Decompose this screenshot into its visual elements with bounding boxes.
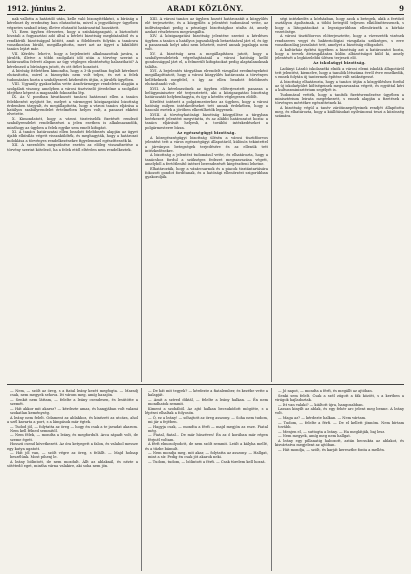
article-paragraph: A bizottság a jelentést tudomásul vette, és elhatározta, hogy a tanácshoz fordul a szükséges fedezet megszavazása végett, amelyből a fertőtlenítő intézet berendezését kiegészíteni lehetne. [145, 153, 268, 166]
lower-column-1 [7, 389, 138, 571]
column-divider [141, 16, 142, 382]
story-paragraph: — Nem, — szólt az öreg, s a fiatal leány kezét megfogta. — Maradj csak, nem megyek sehova. Itt várom meg, amíg hazajön. [10, 389, 138, 398]
column-divider [141, 388, 142, 571]
article-paragraph: X. Kimondatott, hogy a városi tisztviselők fizetését rendező szabályrendelet rendelkezései a jelen esetben is alkalmazandók, minthogy az ügyben a felek egyike sem emelt kifogást. [7, 117, 138, 130]
upper-column-2 [145, 17, 268, 383]
article-paragraph: ségi intézkedés a kórházban, hogy azok a betegek, akik a fertőző osztályon ápoltatnak, a többi betegtől teljesen elkülöníttessenek, s hogy a látogatásokat a legszigorúbban ellenőrizzék a kórház vezetősége. [275, 17, 404, 34]
upper-column-3 [275, 17, 404, 383]
article-paragraph: A kultúrház építési ügyében a bizottság azt a határozatot hozta, hogy a tervek átvizsgálására külön albizottságot küld ki, amely jelentését a legközelebbi ülésen terjeszti elő. [275, 47, 404, 61]
article-paragraph: VI. Ezen ügyben élvezetes, hogy a színházigazgató, a biztosított hivatali a fogyasztási adó által a bérleti bizottság megbízásából és a rendkívüli bizottsággal kötött, amit a fölebbezés folytán a tanácsra vonatkozóan bíráló, megállapította, mert azt az ügyet a kiküldött tanács lejárt már. [7, 30, 138, 52]
story-paragraph: A leány egy pillanatig habozott, aztán becsukta az ablakot, és kisvártatva megjelent az ajtóban. [275, 438, 404, 448]
story-paragraph: — Hát mondja, — szólt, és karját keresztbe fonta a mellén. [278, 447, 385, 452]
article-paragraph: nak vallotta a határidő után, kelle való bizonyítékként, a bíráság a kérelmet ily eredmény ban elutasította, mivel a jegyzőkönyv ügyében végzetes szabad irány, illetve elutasító határozattal hozzátett. [7, 17, 138, 30]
page-number: 9 [399, 4, 404, 13]
article-paragraph: Elhatározták, hogy a vásárcsarnok és a piacok tisztántartására fokozott gondot fordítanak, és a hatósági ellenőrzést szigorúbban gyakorolják. [145, 166, 268, 180]
story-paragraph: — Hát akkor mit akarsz? — kérdezte amaz, és hangjában volt valami szokatlan keménység. [10, 406, 138, 416]
story-paragraph: Senki sem felelt. Csak a szél zúgott a fák között, s a kertben a virágok hajladoztak. [275, 393, 404, 402]
story-paragraph: Hosszú csend következett. Az óra ketyegett a falon, és valahol messze egy kutya ugatott. [7, 442, 138, 451]
story-paragraph: Kiment a szobából. Az ajtó halkan becsukódott mögötte, s a lépései elhaltak a folyosón. [145, 406, 268, 416]
story-paragraph: — Nem félek, — mondta a leány, és megfordult. Arca sápadt volt, de szeme égett. [10, 433, 138, 442]
story-paragraph: — Tudod jól, — folytatta az öreg — hogy én csak a te javadat akarom. Nem kell félned semmitől. [10, 424, 138, 433]
story-paragraph: — Amit a szíved diktál, — felelte a leány halkan. — Én nem mondhatok semmit. [148, 397, 268, 407]
article-paragraph: Kérdést intézett a polgármesterhez az ügyben, hogy a városi hatóság milyen intézkedéseket tett annak érdekében, hogy a hasonló esetek a jövőben elkerülhetők legyenek. [145, 99, 268, 113]
article-paragraph: XVII. A kérelmezőnek az ügyben előterjesztett panasza a belügyminiszter elé terjesztetett, aki a közigazgatási bizottság határozatát helybenhagyta, és így a kérdés véglegesen eldőlt. [145, 86, 268, 100]
article-paragraph: XVIII. A törvényhatósági bizottság közgyűlése a tárgyban beérkezett jelentést megvitatta, és az alábbi határozatot hozta: a tanács eljárását helyesli, a további intézkedéseket a polgármesterre bízza. [145, 112, 268, 130]
article-paragraph: A bizottság elhatározta, hogy a tanács útján a közgyűléshez fordul az új iskolaépület költségeinek megszavazása végett, és egyúttal kéri a kultuszminisztérium segélyét is. [275, 79, 404, 93]
article-paragraph: XIII. A városi tanács az ügyben hozott határozatát a közgyűlés elé terjesztette, és a közgyűlés a jelentést tudomásul vette, az indítványokat pedig a pénzügyi bizottsághoz utalta át, amely azokat részletesen megvizsgálta. [145, 17, 268, 34]
story-paragraph: — Tudom, tudom, — bólintott a férfi. — Csak türelem kell hozzá. [148, 460, 266, 465]
section-heading: Az iskolaügyi bizottság. [313, 61, 366, 66]
story-paragraph: — Tudom, — felelte a férfi. — De el kellett jönnöm. Nem bírtam tovább. [278, 420, 404, 429]
lower-column-3 [275, 389, 404, 571]
newspaper-title: ARADI KÖZLÖNY. [167, 4, 244, 13]
story-paragraph: A leány nem felelt. Odament az ablakhoz, és kinézett az utcára, ahol a szél kavarta a port, s a lámpások már égtek. [7, 415, 138, 424]
article-paragraph: XI. A tanács határozatai ellen beadott felebbezés alapján az ügyet újabb elbírálás végett visszaküldték, és meghagyták, hogy a határozat indoklása a törvényes rendelkezésekre figyelemmel egészíttessék ki. [7, 130, 138, 143]
story-paragraph: — Itt van valaki? — kiáltott újra, hangosabban. [278, 402, 364, 407]
column-divider [271, 16, 272, 382]
article-paragraph: XV. A bizottság arra a megállapításra jutott, hogy a szabályrendeletek végrehajtásánál a városi hatóság kellő gondossággal járt el, a felmerült kifogásokat pedig alaptalanoknak találta. [145, 51, 268, 69]
story-paragraph: — Nem mondja meg, mit akar, — folytatta az asszony. — Hallgat, mint a sír. Pedig én csak jót akarok neki. [148, 451, 268, 460]
article-paragraph: XIV. A közigazgatási bizottság jelentése szerint a kérdéses ügyben a tanács a hatályos jogszabályok betartásával járt el, és így a panasznak helyt adni nem lehetett, mivel annak jogalapja nem volt. [145, 34, 268, 52]
article-paragraph: Tudomásul vették, hogy a tanítók fizetésrendezése ügyében a minisztérium leirata megérkezett, s ennek alapján a fizetések a törvényes mértékre egészíttetnek ki. [275, 92, 404, 106]
article-paragraph: A bíróság ítéletében kimondta, hogy a 3-ik pontban foglalt kérelmet elutasította, mivel a bizonyítás nem volt teljes, és ezt a felek tudomására hozta a szabályszerű kézbesítés útján, a járulék ügyében. [7, 69, 138, 82]
story-paragraph: — Menjen el, — suttogta a leány. — Ha meglátják, baj lesz. [278, 429, 386, 434]
column-divider [271, 388, 272, 571]
header-date: 1912. június 2. [7, 4, 66, 13]
story-paragraph: — Hagyja csak, — mondta a férfi — majd megjön az esze. Fiatal még. [148, 424, 268, 433]
page-header [7, 3, 404, 15]
article-paragraph: VII. Kérdés: lehet-e, hogy a bejelentett alkalmazottak javára, a járulék, illetve a többi szolgálati idő után a törvény szerint a határozatba felvett alapon az ügy végleges elintézéséig halasztható? A kérelmező a bíróságra jutott, és ott ítélet hozatott. [7, 51, 138, 69]
story-paragraph: — Maga az? — kérdezte halkan. — Nem vártam. [278, 416, 367, 421]
story-paragraph: — De hát mit tegyek? — kérdezte a fiatalember, és kezébe vette a kalapját. [148, 389, 268, 398]
article-paragraph: A közegészségügyi bizottság ülésén a városi tisztifőorvos jelentést tett a város egészségügyi állapotáról, különös tekintettel a járványos betegségek terjedésére és az ellenük tett intézkedésekre. [145, 136, 268, 153]
story-paragraph: — Senkit nem láttam, — felelte a leány csendesen, és lesütötte a szemét. [10, 397, 138, 407]
feuilleton-separator [7, 384, 404, 385]
article-paragraph: Ladányi László iskolaszéki elnök a városi elemi iskolák állapotáról tett jelentést, kiemelve, hogy a tanulók létszáma évről évre emelkedik, s ennek folytán új tantermek építése vált szükségessé. [275, 66, 404, 80]
article-paragraph: XVI. A bejelentés tárgyában elrendelt vizsgálat eredményeként megállapíttatott, hogy a városi közgyűlés határozata a törvényes kellékeknek megfelel, s így az ellen beadott felebbezés elutasítandó volt. [145, 69, 268, 86]
upper-column-1 [7, 17, 138, 383]
section-heading: Az egészségügyi bizottság. [177, 130, 236, 135]
story-paragraph: — Nem megyek, amíg meg nem hallgat. [278, 434, 351, 439]
article-paragraph: IX. Az V. pontban hivatkozott tanácsi határozat ellen a tanács felebbezést nyújtott be, melyet a vármegyei közigazgatási bizottság érdemben tárgyalt, és megállapította, hogy a városi tanács eljárása a hatályos szabályrendelet értelmében helyes volt, a panaszt ekként elvetette. [7, 95, 138, 117]
article-paragraph: A városi tisztifőorvos előterjesztette, hogy a vízvezeték vizének rendszeres vegyi és bakteriológiai vizsgálata szükséges, s erre vonatkozólag javaslatot tett, amelyet a bizottság elfogadott. [275, 34, 404, 47]
story-paragraph: A férfi elmosolyodott, de nem szólt semmit. Leült a kályha mellé, és a tűzbe bámult. [145, 442, 268, 451]
article-paragraph: VIII. Ugyanily gyakorlatba vette Aradvármegye rendeletei alapján a szolgálati viszony, amelyben a városi tisztviselő jövedelme a szolgálat idejéhez képest a magasabb fokozatba lép. [7, 82, 138, 95]
article-paragraph: A bizottság végül a tanév záróünnepélyeinek rendjét állapította meg, és elhatározta, hogy a kiállításokat nyilvánossá teszi a közönség számára. [275, 105, 404, 119]
story-paragraph: — Jó napot, — mondta a férfi, és megállt az ajtóban. [278, 389, 373, 393]
story-paragraph: — Ó, ez a leány! — sóhajtott az öreg asszony. — Soha nem tudom, mi jár a fejében. [148, 415, 268, 424]
story-paragraph: — Hát jól van, — szólt végre az öreg, s felállt. — Majd holnap beszélünk. Most pihenj le. [10, 451, 138, 460]
article-paragraph: XII. A szerződés megszűnése esetén az előleg visszafizetése a törvény szerint kötelező, ha a felek ettől eltérően nem rendelkeztek. [7, 143, 138, 152]
story-paragraph: — Fiatal, fiatal... De már húszéves! Én az ő korában már régen férjnél voltam. [148, 433, 268, 442]
story-paragraph: A leány bólintott, de nem mozdult. Állt az ablaknál, és nézte a sötétedő eget, mintha várna valakire, aki soha nem jön. [7, 460, 138, 469]
lower-column-2 [145, 389, 268, 571]
story-paragraph: Lassan kinyílt az ablak, és egy fehér arc jelent meg benne. A leány volt. [275, 407, 404, 416]
